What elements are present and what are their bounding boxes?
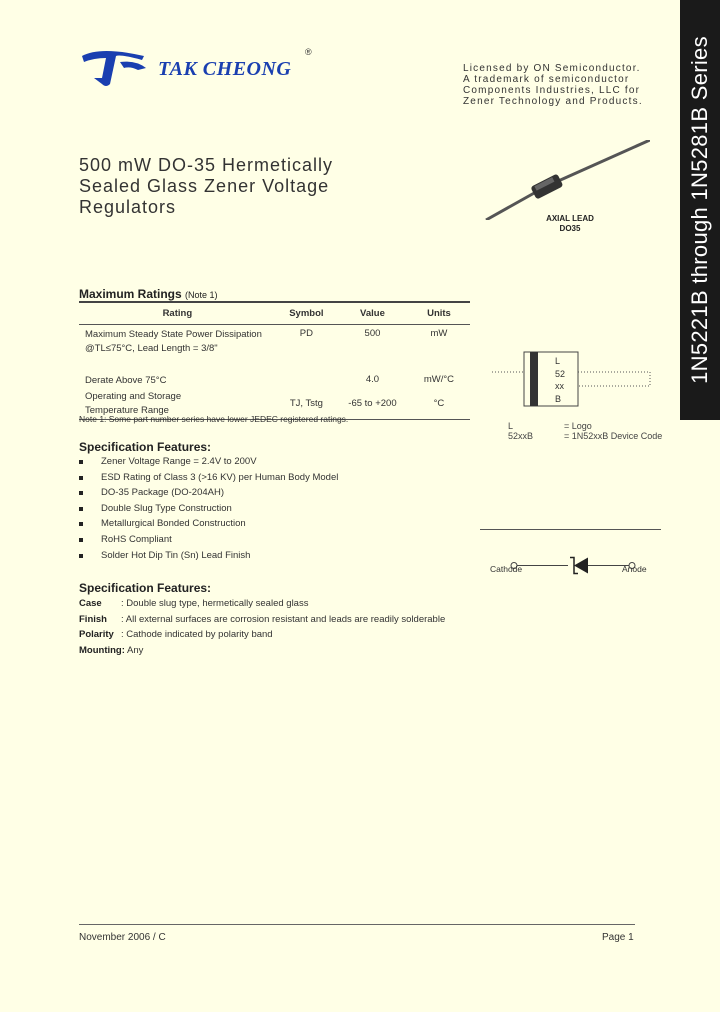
col-symbol: Symbol — [276, 302, 337, 325]
max-ratings-title: Maximum Ratings — [79, 287, 182, 301]
legend-row — [508, 421, 662, 431]
list-item: Solder Hot Dip Tin (Sn) Lead Finish — [79, 550, 338, 566]
polarity-divider — [480, 529, 661, 530]
rating-text: Temperature Range — [85, 404, 169, 416]
license-line: Components Industries, LLC for — [463, 85, 641, 96]
license-line: Zener Technology and Products. — [463, 96, 643, 107]
legend-key: L — [508, 421, 514, 431]
list-item: Double Slug Type Construction — [79, 503, 338, 519]
ratings-footnote: Note 1: Some part number series have lower JEDEC registered ratings. — [79, 414, 349, 424]
max-ratings-heading — [79, 287, 218, 301]
rating-text: Maximum Steady State Power Dissipation — [85, 329, 262, 340]
spec-row — [79, 614, 445, 630]
list-item: Zener Voltage Range = 2.4V to 200V — [79, 456, 338, 472]
list-item: RoHS Compliant — [79, 534, 338, 550]
rating-cell — [79, 325, 276, 373]
license-statement — [463, 63, 663, 107]
series-sidebar — [680, 0, 720, 420]
marking-line: B — [555, 393, 562, 404]
col-units: Units — [408, 302, 470, 325]
title-line: Regulators — [79, 197, 177, 217]
package-label-line: AXIAL LEAD — [546, 214, 594, 223]
spec-label: Case — [79, 598, 102, 609]
features-list — [79, 456, 338, 565]
col-rating: Rating — [79, 302, 276, 325]
rating-text: Operating and Storage — [85, 390, 182, 402]
footer-page: Page 1 — [602, 932, 634, 943]
col-value: Value — [337, 302, 408, 325]
units-cell: °C — [433, 398, 445, 409]
spec-label: Polarity — [79, 629, 114, 641]
anode-label: Anode — [622, 564, 647, 574]
mechanical-specs — [79, 598, 445, 660]
license-line: A trademark of semiconductor — [463, 74, 630, 85]
value-cell: -65 to +200 — [348, 398, 397, 409]
document-title — [79, 155, 333, 218]
table-row — [79, 325, 470, 373]
mechanical-heading: Specification Features: — [79, 581, 212, 595]
registered-mark: ® — [305, 47, 312, 57]
units-cell: mW/°C — [423, 373, 455, 385]
marking-line: L — [555, 356, 561, 366]
license-line: Licensed by ON Semiconductor. — [463, 63, 641, 74]
marking-line: xx — [555, 381, 564, 391]
series-title: 1N5221B through 1N5281B Series — [687, 36, 712, 384]
symbol-cell: TJ, Tstg — [289, 398, 323, 409]
features-heading: Specification Features: — [79, 440, 212, 454]
footer-divider — [79, 924, 635, 925]
spec-row — [79, 645, 445, 661]
package-label-line: DO35 — [559, 224, 581, 233]
table-row — [79, 373, 470, 389]
symbol-cell — [276, 373, 337, 389]
marking-legend — [508, 421, 662, 441]
table-header-row — [79, 302, 470, 325]
list-item: Metallurgical Bonded Construction — [79, 518, 338, 534]
spec-text: Any — [124, 644, 144, 656]
rating-text: @TL≤75°C, Lead Length = 3/8" — [85, 343, 218, 354]
spec-text: : All external surfaces are corrosion resistant and leads are readily solderable — [121, 613, 446, 625]
max-ratings-note-ref: (Note 1) — [185, 290, 218, 300]
symbol-cell: PD — [299, 328, 313, 339]
legend-desc: = 1N52xxB Device Code — [564, 431, 663, 441]
value-cell: 4.0 — [365, 373, 380, 385]
brand-name: TAK CHEONG — [158, 58, 292, 80]
legend-key: 52xxB — [508, 431, 534, 441]
list-item: ESD Rating of Class 3 (>16 KV) per Human Body Model — [79, 472, 338, 488]
max-ratings-table — [79, 301, 470, 420]
title-line: Sealed Glass Zener Voltage — [79, 176, 330, 196]
value-cell: 500 — [364, 328, 381, 339]
title-line: 500 mW DO-35 Hermetically — [79, 155, 334, 175]
legend-desc: = Logo — [564, 421, 592, 431]
rating-cell: Derate Above 75°C — [85, 374, 167, 386]
tak-cheong-logo-icon — [80, 48, 148, 88]
axial-diode-picture-icon — [480, 140, 650, 220]
spec-row — [79, 598, 445, 614]
spec-label: Finish — [79, 613, 107, 625]
list-item: DO-35 Package (DO-204AH) — [79, 487, 338, 503]
cathode-label: Cathode — [490, 564, 523, 574]
marking-line: 52 — [555, 368, 566, 379]
spec-text: : Cathode indicated by polarity band — [121, 629, 273, 641]
spec-row — [79, 629, 445, 645]
marking-text — [555, 355, 565, 405]
spec-text: : Double slug type, hermetically sealed glass — [121, 598, 309, 609]
units-cell: mW — [430, 328, 448, 339]
zener-diode-symbol-icon — [488, 545, 658, 580]
legend-row — [508, 431, 662, 441]
spec-label: Mounting: — [79, 644, 125, 656]
footer-date: November 2006 / C — [79, 932, 166, 943]
package-label — [520, 214, 620, 234]
